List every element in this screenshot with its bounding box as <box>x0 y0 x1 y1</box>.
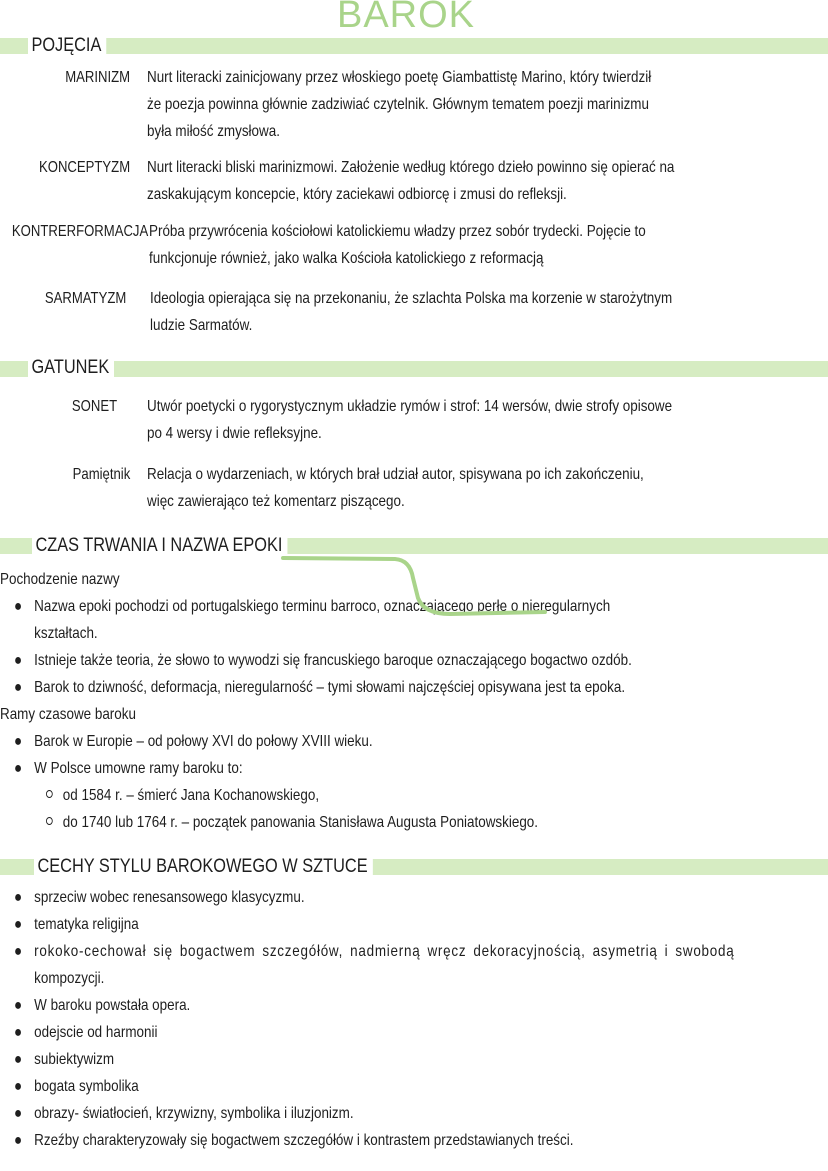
bullet-icon: ● <box>14 1132 23 1149</box>
section-band-pojecia <box>0 38 828 54</box>
list-item: ● Barok w Europie – od połowy XVI do połowy XVIII wieku. <box>14 728 820 755</box>
bullet-icon: ● <box>14 1024 23 1041</box>
list-item: ● sprzeciw wobec renesansowego klasycyzmu. <box>14 884 820 911</box>
bullet-icon: ● <box>14 760 23 777</box>
section-heading-pojecia: POJĘCIA <box>28 35 107 57</box>
term-label: KONTRERFORMACJA <box>11 223 148 240</box>
sub-list-item: do 1740 lub 1764 r. – początek panowania Stanisława Augusta Poniatowskiego. <box>46 809 538 836</box>
bullet-icon: ● <box>14 652 23 669</box>
section-band-gatunek <box>0 361 828 377</box>
list-item: ● W Polsce umowne ramy baroku to: <box>14 755 820 782</box>
list-item: ● Barok to dziwność, deformacja, nieregularność – tymi słowami najczęściej opisywana jest ta epoka. <box>14 674 820 701</box>
bullet-icon: ● <box>14 1078 23 1095</box>
section-heading-cechy: CECHY STYLU BAROKOWEGO W SZTUCE <box>34 856 373 878</box>
circle-bullet-icon <box>46 790 53 798</box>
bullet-icon: ● <box>14 733 23 750</box>
list-item: ● odejscie od harmonii <box>14 1019 820 1046</box>
list-item: ● W baroku powstała opera. <box>14 992 820 1019</box>
list-item: ● Nazwa epoki pochodzi od portugalskiego terminu barroco, oznaczającego perłę o nieregularnych kształtach. <box>14 593 820 647</box>
list-item: ● Rzeźby charakteryzowały się bogactwem szczegółów i kontrastem przedstawianych treści. <box>14 1127 820 1154</box>
term-label: KONCEPTYZM <box>38 159 130 176</box>
term-definition: Relacja o wydarzeniach, w których brał udział autor, spisywana po ich zakończeniu, więc zawierająco też komentarz piszącego. <box>147 466 644 510</box>
term-label: SONET <box>71 398 117 415</box>
circle-bullet-icon <box>46 817 53 825</box>
bullet-icon: ● <box>14 889 23 906</box>
list-item: ● obrazy- światłocień, krzywizny, symbolika i iluzjonizm. <box>14 1100 820 1127</box>
term-definition: Nurt literacki zainicjowany przez włoskiego poetę Giambattistę Marino, który twierdził że poezja powinna głównie zadziwiać czytelnik. Głównym tematem poezji marinizmu była miłość zmysłowa. <box>147 69 652 140</box>
bullet-icon: ● <box>14 916 23 933</box>
bullet-icon: ● <box>14 1051 23 1068</box>
term-label: Pamiętnik <box>72 466 130 483</box>
sub-list-item: od 1584 r. – śmierć Jana Kochanowskiego, <box>46 782 319 809</box>
term-definition: Nurt literacki bliski marinizmowi. Założenie według którego dzieło powinno się opierać na zaskakującym koncepcie, który zaciekawi odbiorcę i zmusi do refleksji. <box>147 159 675 203</box>
list-item: ● subiektywizm <box>14 1046 820 1073</box>
list-item: ● bogata symbolika <box>14 1073 820 1100</box>
term-definition: Próba przywrócenia kościołowi katolickiemu władzy przez sobór trydecki. Pojęcie to funkcjonuje również, jako walka Kościoła katolickiego z reformacją <box>149 223 646 267</box>
section-heading-gatunek: GATUNEK <box>28 357 114 379</box>
list-item: ● rokoko-cechował się bogactwem szczegółów, nadmierną wręcz dekoracyjnością, asymetrią i swobodą kompozycji. <box>14 938 820 992</box>
section-heading-czas: CZAS TRWANIA I NAZWA EPOKI <box>32 535 288 557</box>
bullet-icon: ● <box>14 997 23 1014</box>
term-label: SARMATYZM <box>44 290 126 307</box>
term-label: MARINIZM <box>65 69 130 86</box>
list-item: ● tematyka religijna <box>14 911 820 938</box>
page-title: BAROK <box>336 0 476 36</box>
bullet-icon: ● <box>14 598 23 615</box>
subheading-origin: Pochodzenie nazwy <box>0 571 120 588</box>
bullet-icon: ● <box>14 943 23 960</box>
list-item: ● Istnieje także teoria, że słowo to wywodzi się francuskiego baroque oznaczającego bogactwo ozdób. <box>14 647 820 674</box>
term-definition: Ideologia opierająca się na przekonaniu, że szlachta Polska ma korzenie w starożytnym ludzie Sarmatów. <box>150 290 673 334</box>
bullet-icon: ● <box>14 1105 23 1122</box>
subheading-frames: Ramy czasowe baroku <box>0 706 136 723</box>
term-definition: Utwór poetycki o rygorystycznym układzie rymów i strof: 14 wersów, dwie strofy opisowe po 4 wersy i dwie refleksyjne. <box>147 398 673 442</box>
bullet-icon: ● <box>14 679 23 696</box>
